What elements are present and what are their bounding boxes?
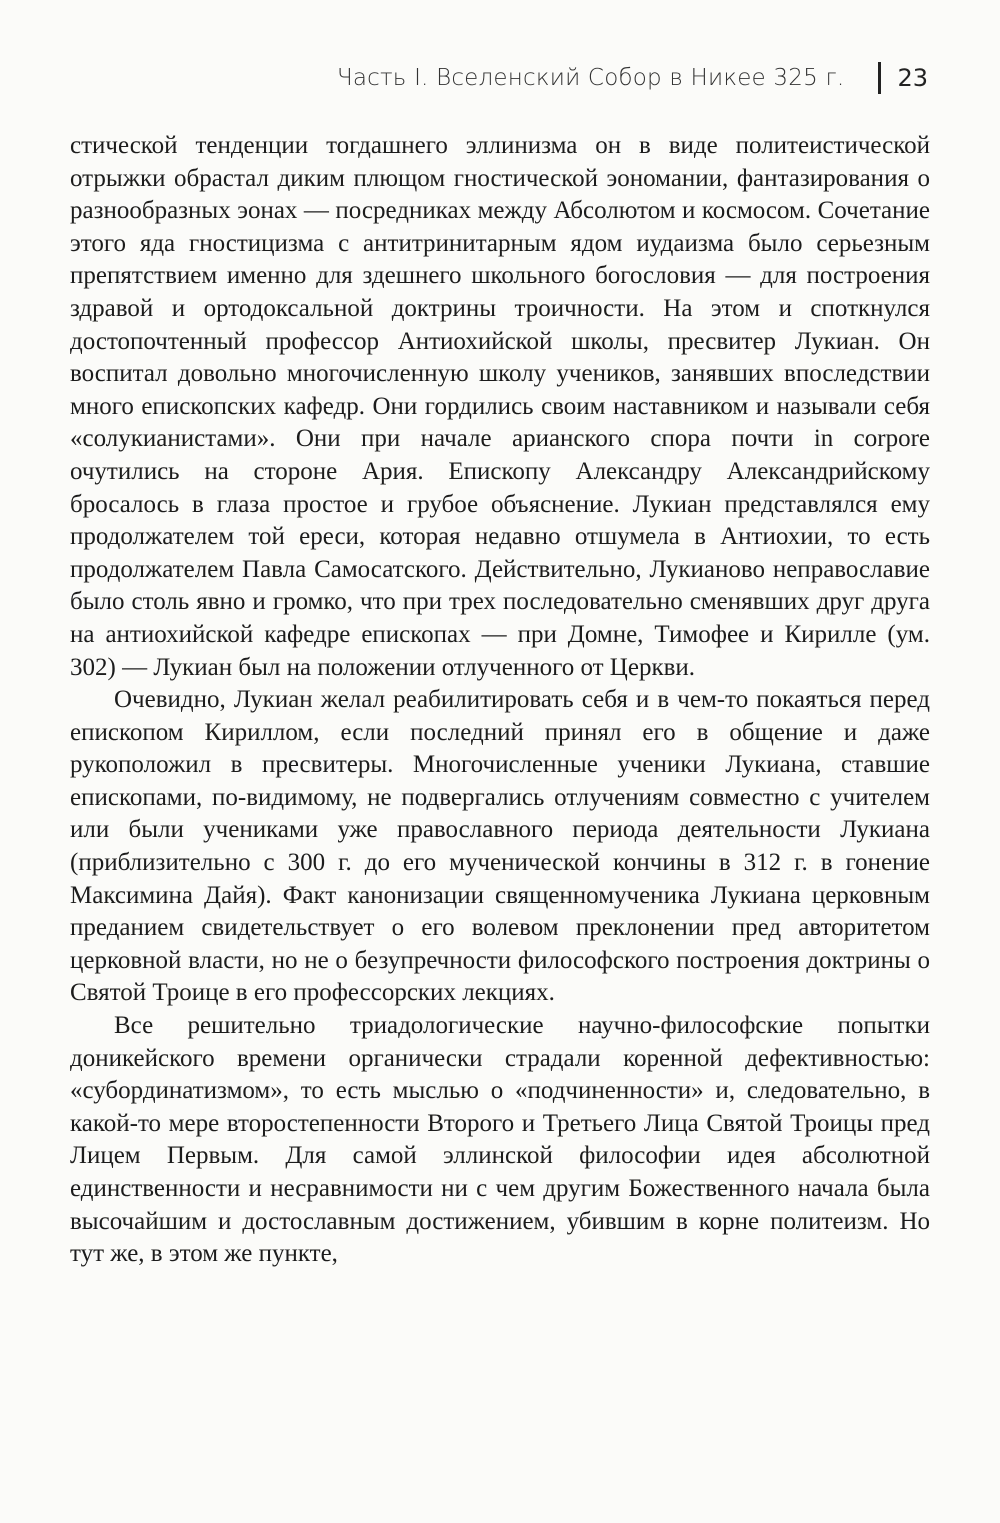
body-text — [70, 130, 930, 1271]
running-head — [337, 58, 928, 98]
header-divider — [878, 62, 881, 94]
paragraph: Все решительно триадологические научно-философские попытки доникейского времени органически страдали коренной дефективностью: «субординатизмом», то есть мыслью о «подчиненности» и, следовательно, в какой-то мере второстепенности Второго и Третьего Лица Святой Троицы пред Лицем Первым. Для самой эллинской философии идея абсолютной единственности и несравнимости ни с чем другим Божественного начала была высочайшим и достославным достижением, убившим в корне политеизм. Но тут же, в этом же пункте, — [70, 1012, 930, 1268]
running-title: Часть I. Вселенский Собор в Никее 325 г. — [336, 65, 845, 91]
paragraph-continued: стической тенденции тогдашнего эллинизма он в виде политеистической отрыжки обрастал диким плющом гностической эономании, фантазирования о разнообразных эонах — посредниках между Абсолютом и космосом. Сочетание этого яда гностицизма с антитринитарным ядом иудаизма было серьезным препятствием именно для здешнего школьного богословия — для построения здравой и ортодоксальной доктрины троичности. На этом и споткнулся достопочтенный профессор Антиохийской школы, пресвитер Лукиан. Он воспитал довольно многочисленную школу учеников, занявших впоследствии много епископских кафедр. Они гордились своим наставником и называли себя «солукианистами». Они при начале арианского спора почти in corpore очутились на стороне Ария. Епископу Александру Александрийскому бросалось в глаза простое и грубое объяснение. Лукиан представлялся ему продолжателем той ереси, которая недавно отшумела в Антиохии, то есть продолжателем Павла Самосатского. Действительно, Лукианово неправославие было столь явно и громко, что при трех последовательно сменявших друг друга на антиохийской кафедре епископах — при Домне, Тимофее и Кирилле (ум. 302) — Лукиан был на положении отлученного от Церкви. — [70, 132, 930, 681]
page-number: 23 — [897, 64, 928, 92]
paragraph: Очевидно, Лукиан желал реабилитировать себя и в чем-то покаяться перед епископом Кириллом, если последний принял его в общение и даже рукоположил в пресвитеры. Многочисленные ученики Лукиана, ставшие епископами, по-видимому, не подвергались отлучениям совместно с учителем или были учениками уже православного периода деятельности Лукиана (приблизительно с 300 г. до его мученической кончины в 312 г. в гонение Максимина Дайя). Факт канонизации священномученика Лукиана церковным преданием свидетельствует о его волевом преклонении пред авторитетом церковной власти, но не о безупречности философского построения доктрины о Святой Троице в его профессорских лекциях. — [70, 686, 930, 1007]
